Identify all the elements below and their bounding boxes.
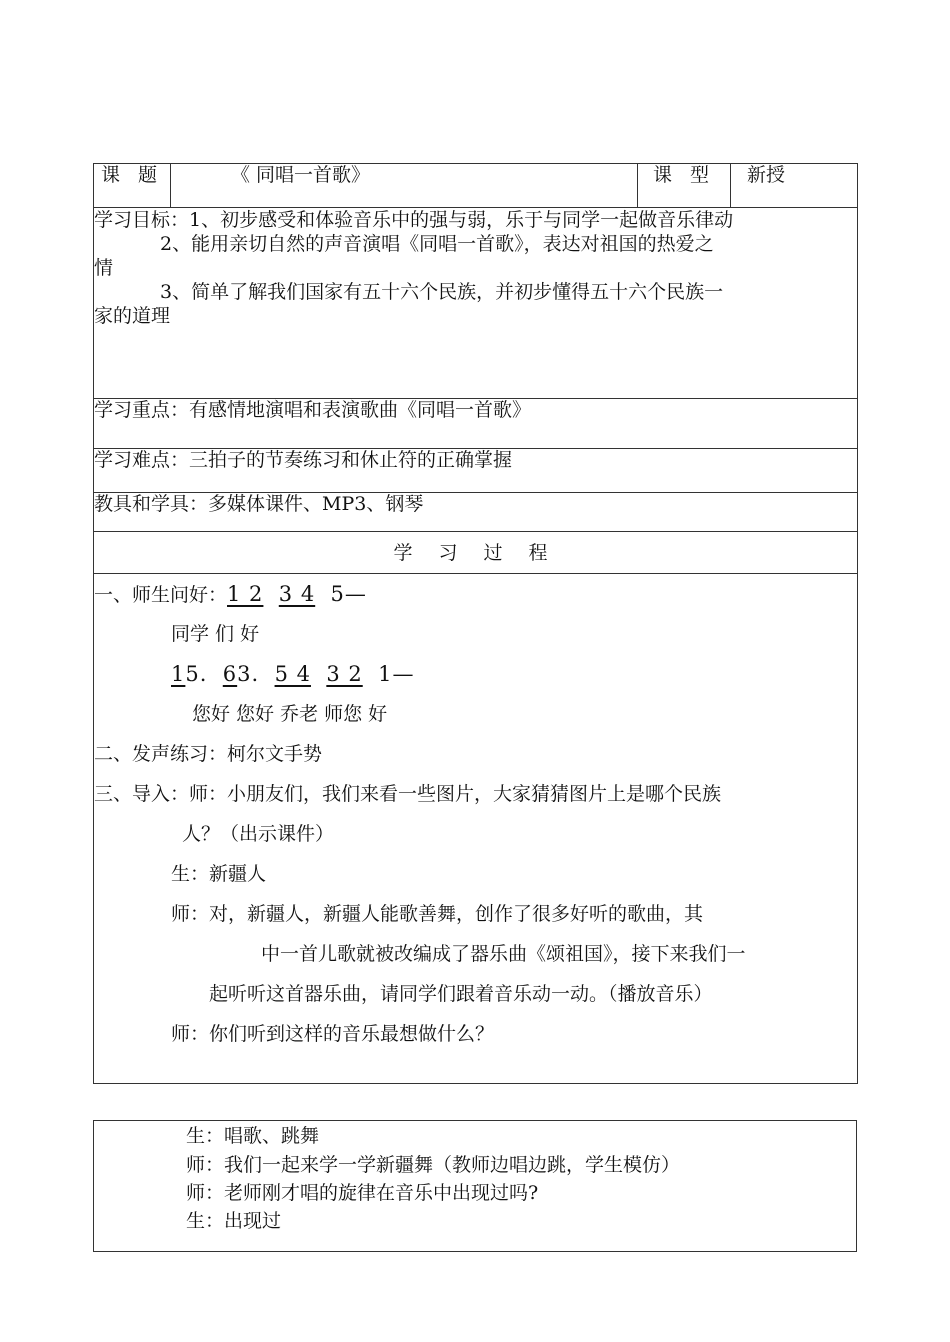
topic-value: 《 同唱一首歌》 <box>171 164 638 208</box>
teacher-line-1: 师：对，新疆人，新疆人能歌善舞，创作了很多好听的歌曲，其 <box>171 903 704 925</box>
continuation-box <box>93 1120 857 1252</box>
note: 1 <box>171 662 186 686</box>
process-row <box>94 574 858 1084</box>
difficulty: 学习难点：三拍子的节奏练习和休止符的正确掌握 <box>94 449 858 493</box>
student-answer-1: 生：新疆人 <box>171 863 267 885</box>
note: 3. <box>237 662 260 686</box>
note: 5. <box>185 662 208 686</box>
learning-process <box>94 574 858 1084</box>
goal-line-3: 3、简单了解我们国家有五十六个民族，并初步懂得五十六个民族一 <box>160 281 724 303</box>
process-title: 学 习 过 程 <box>94 532 858 574</box>
type-value: 新授 <box>731 164 858 208</box>
learning-goals <box>94 208 858 399</box>
goal-line-2-cont: 情 <box>94 257 114 279</box>
reply-notes <box>94 654 857 694</box>
teacher-line-1-cont2: 起听听这首器乐曲，请同学们跟着音乐动一动。（播放音乐） <box>209 983 713 1005</box>
goal-line-2: 2、能用亲切自然的声音演唱《同唱一首歌》，表达对祖国的热爱之 <box>160 233 714 255</box>
goals-row <box>94 208 858 399</box>
materials: 教具和学具：多媒体课件、MP3、钢琴 <box>94 493 858 532</box>
intro-cont: 人？（出示课件） <box>182 823 335 845</box>
difficulty-row <box>94 449 858 493</box>
goal-line-3-cont: 家的道理 <box>94 305 171 327</box>
note: 6 <box>222 662 238 686</box>
continuation-line-2: 师：我们一起来学一学新疆舞（教师边唱边跳，学生模仿） <box>186 1154 681 1176</box>
note-group: 1 2 <box>227 582 264 606</box>
key-point: 学习重点：有感情地演唱和表演歌曲《同唱一首歌》 <box>94 399 858 449</box>
note: 1— <box>378 662 415 686</box>
note-group: 5— <box>330 582 367 606</box>
vocal-practice: 二、发声练习：柯尔文手势 <box>94 743 323 765</box>
type-label: 课 型 <box>638 164 731 208</box>
materials-row <box>94 493 858 532</box>
process-title-row <box>94 532 858 574</box>
greeting-notes <box>227 582 367 606</box>
continuation-line-3: 师：老师刚才唱的旋律在音乐中出现过吗? <box>186 1182 539 1204</box>
teacher-line-1-cont: 中一首儿歌就被改编成了器乐曲《颂祖国》，接下来我们一 <box>261 943 746 965</box>
title-row <box>94 164 858 208</box>
goal-line-1: 学习目标：1、初步感受和体验音乐中的强与弱，乐于与同学一起做音乐律动 <box>94 209 734 231</box>
reply-lyrics: 您好 您好 乔老 师您 好 <box>192 703 388 725</box>
continuation-line-4: 生：出现过 <box>186 1210 282 1232</box>
intro-line: 三、导入：师：小朋友们，我们来看一些图片，大家猜猜图片上是哪个民族 <box>94 783 722 805</box>
greeting-line <box>94 574 857 614</box>
greeting-lyrics: 同学 们 好 <box>171 623 260 645</box>
topic-label: 课 题 <box>94 164 171 208</box>
lesson-plan-table <box>93 163 858 1084</box>
note-group: 3 2 <box>326 662 363 686</box>
teacher-line-2: 师：你们听到这样的音乐最想做什么？ <box>171 1023 495 1045</box>
greeting-prefix: 一、师生问好： <box>94 584 228 606</box>
key-point-row <box>94 399 858 449</box>
note-group: 5 4 <box>274 662 311 686</box>
note-group: 3 4 <box>278 582 316 606</box>
continuation-line-1: 生：唱歌、跳舞 <box>186 1125 320 1147</box>
lesson-plan-sheet <box>93 163 857 1084</box>
